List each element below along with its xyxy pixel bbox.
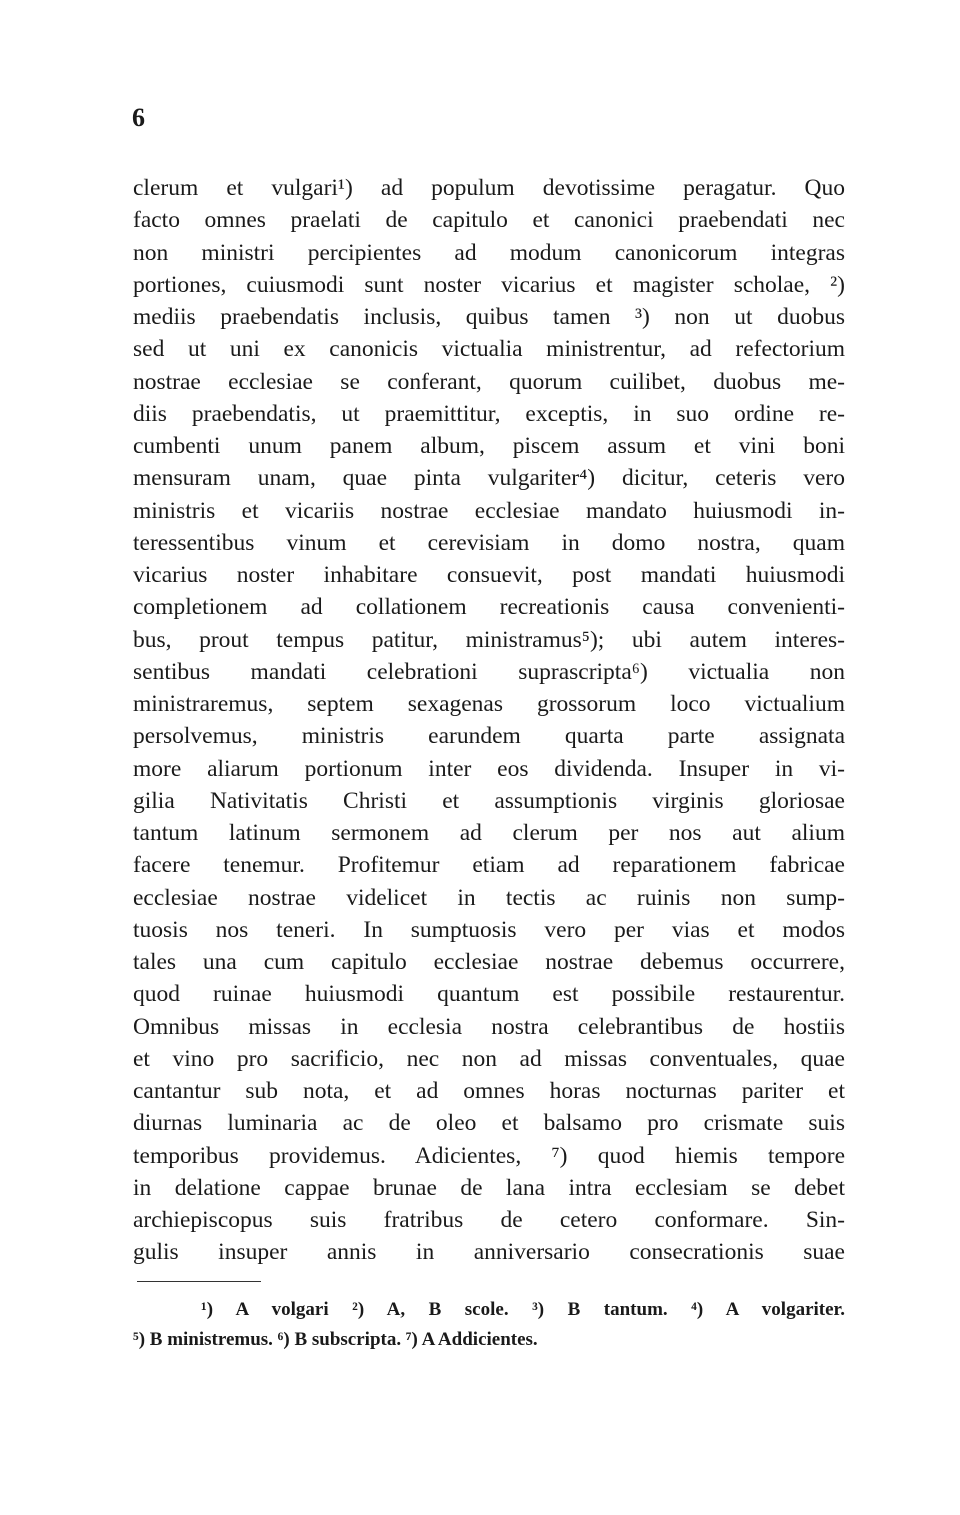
footnote-divider [137,1281,261,1282]
footnote-line: ⁵) B ministremus. ⁶) B subscripta. ⁷) A Addicientes. [133,1329,538,1350]
page-number: 6 [132,103,145,132]
text-line: ministris et vicariis nostrae ecclesiae mandato huiusmodi in- [133,497,845,524]
text-line: mensuram unam, quae pinta vulgariter⁴) dicitur, ceteris vero [133,465,845,492]
text-line: non ministri percipientes ad modum canonicorum integras [133,239,845,266]
text-line: more aliarum portionum inter eos dividenda. Insuper in vi- [133,755,845,782]
text-line: ministraremus, septem sexagenas grossorum loco victualium [133,691,845,717]
text-line: facere tenemur. Profitemur etiam ad reparationem fabricae [133,852,845,879]
text-line: sed ut uni ex canonicis victualia ministrentur, ad refectorium [133,336,845,363]
text-line: completionem ad collationem recreationis causa convenienti- [133,594,845,621]
footnotes [133,1295,845,1355]
text-line: facto omnes praelati de capitulo et canonici praebendati nec [133,207,845,234]
text-line: tantum latinum sermonem ad clerum per nos aut alium [133,820,845,846]
text-line: clerum et vulgari¹) ad populum devotissime peragatur. Quo [133,175,845,201]
text-line: quod ruinae huiusmodi quantum est possibile restaurentur. [133,981,845,1008]
body-text [133,172,845,1269]
text-line: gulis insuper annis in anniversario consecrationis suae [133,1239,845,1266]
text-line: gilia Nativitatis Christi et assumptionis virginis gloriosae [133,787,845,814]
text-line: portiones, cuiusmodi sunt noster vicarius et magister scholae, ²) [133,271,845,298]
text-line: ecclesiae nostrae videlicet in tectis ac ruinis non sump- [133,884,845,911]
footnote-line: ¹) A volgari ²) A, B scole. ³) B tantum. ⁴) A volgariter. [201,1299,845,1320]
text-line: cumbenti unum panem album, piscem assum et vini boni [133,433,845,459]
text-line: mediis praebendatis inclusis, quibus tamen ³) non ut duobus [133,304,845,330]
text-line: nostrae ecclesiae se conferant, quorum cuilibet, duobus me- [133,368,845,395]
text-line: persolvemus, ministris earundem quarta parte assignata [133,723,845,750]
text-line: teressentibus vinum et cerevisiam in domo nostra, quam [133,529,845,556]
text-line: in delatione cappae brunae de lana intra ecclesiam se debet [133,1174,845,1201]
text-line: diis praebendatis, ut praemittitur, exceptis, in suo ordine re- [133,400,845,427]
text-line: archiepiscopus suis fratribus de cetero conformare. Sin- [133,1207,845,1233]
text-line: bus, prout tempus patitur, ministramus⁵); ubi autem interes- [133,626,845,653]
text-line: Omnibus missas in ecclesia nostra celebrantibus de hostiis [133,1013,845,1040]
text-line: et vino pro sacrificio, nec non ad missas conventuales, quae [133,1045,845,1072]
text-line: tales una cum capitulo ecclesiae nostrae debemus occurrere, [133,949,845,975]
text-line: tuosis nos teneri. In sumptuosis vero per vias et modos [133,916,845,943]
text-line: cantantur sub nota, et ad omnes horas nocturnas pariter et [133,1078,845,1104]
text-line: temporibus providemus. Adicientes, ⁷) quod hiemis tempore [133,1142,845,1169]
text-line: diurnas luminaria ac de oleo et balsamo pro crismate suis [133,1110,845,1137]
text-line: sentibus mandati celebrationi suprascripta⁶) victualia non [133,658,845,685]
text-line: vicarius noster inhabitare consuevit, post mandati huiusmodi [133,562,845,588]
